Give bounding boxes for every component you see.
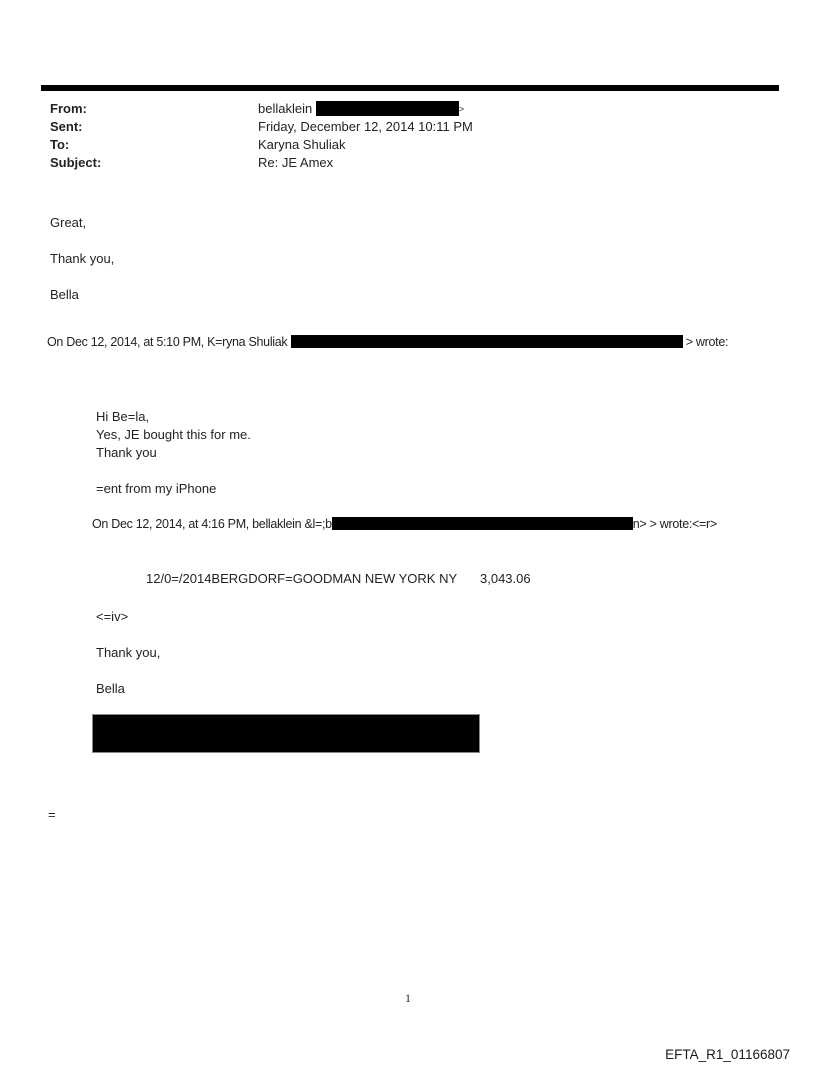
header-divider-rule bbox=[41, 85, 779, 91]
reply2-attribution-suffix: n> > wrote:<=r> bbox=[632, 517, 717, 531]
quoted-closing-signature: Bella bbox=[96, 681, 125, 696]
to-label: To: bbox=[50, 137, 70, 152]
body-greeting: Great, bbox=[50, 215, 87, 230]
reply1-attribution-line bbox=[47, 335, 728, 349]
quoted-line-confirmation: Yes, JE bought this for me. bbox=[96, 427, 251, 442]
transaction-description: 12/0=/2014BERGDORF=GOODMAN NEW YORK NY bbox=[146, 571, 458, 586]
stray-equals-artifact: = bbox=[48, 807, 56, 822]
redaction-bar-from-address bbox=[316, 101, 459, 116]
to-value: Karyna Shuliak bbox=[258, 137, 346, 152]
subject-value: Re: JE Amex bbox=[258, 155, 334, 170]
header-row-to bbox=[50, 137, 780, 155]
header-row-sent bbox=[50, 119, 780, 137]
subject-label: Subject: bbox=[50, 155, 102, 170]
reply1-attribution-prefix: On Dec 12, 2014, at 5:10 PM, K=ryna Shuliak bbox=[47, 335, 288, 349]
sent-label: Sent: bbox=[50, 119, 83, 134]
from-sender-name: bellaklein bbox=[258, 101, 313, 116]
from-address-remnant: > bbox=[458, 104, 465, 114]
redaction-bar-reply1-address bbox=[291, 335, 683, 348]
reply2-attribution-prefix: On Dec 12, 2014, at 4:16 PM, bellaklein &l=;b bbox=[92, 517, 332, 531]
redaction-block-signature-area bbox=[92, 714, 480, 753]
quoted-sent-from-iphone: =ent from my iPhone bbox=[96, 481, 217, 496]
body-signature: Bella bbox=[50, 287, 79, 302]
sent-value: Friday, December 12, 2014 10:11 PM bbox=[258, 119, 473, 134]
header-row-from bbox=[50, 101, 780, 119]
quoted-thanks: Thank you bbox=[96, 445, 157, 460]
quoted-greeting: Hi Be=la, bbox=[96, 409, 150, 424]
quoted-div-tag-artifact: <=iv> bbox=[96, 609, 129, 624]
reply2-attribution-line bbox=[92, 517, 717, 531]
reply1-attribution-suffix: > wrote: bbox=[685, 335, 729, 349]
from-value bbox=[258, 101, 464, 116]
bates-number: EFTA_R1_01166807 bbox=[665, 1047, 790, 1062]
from-label: From: bbox=[50, 101, 87, 116]
header-row-subject bbox=[50, 155, 780, 173]
redaction-bar-reply2-address bbox=[332, 517, 633, 530]
page-number: 1 bbox=[405, 991, 411, 1005]
transaction-amount: 3,043.06 bbox=[480, 571, 531, 586]
body-thanks: Thank you, bbox=[50, 251, 115, 266]
quoted-closing-thanks: Thank you, bbox=[96, 645, 161, 660]
transaction-line bbox=[146, 571, 646, 586]
